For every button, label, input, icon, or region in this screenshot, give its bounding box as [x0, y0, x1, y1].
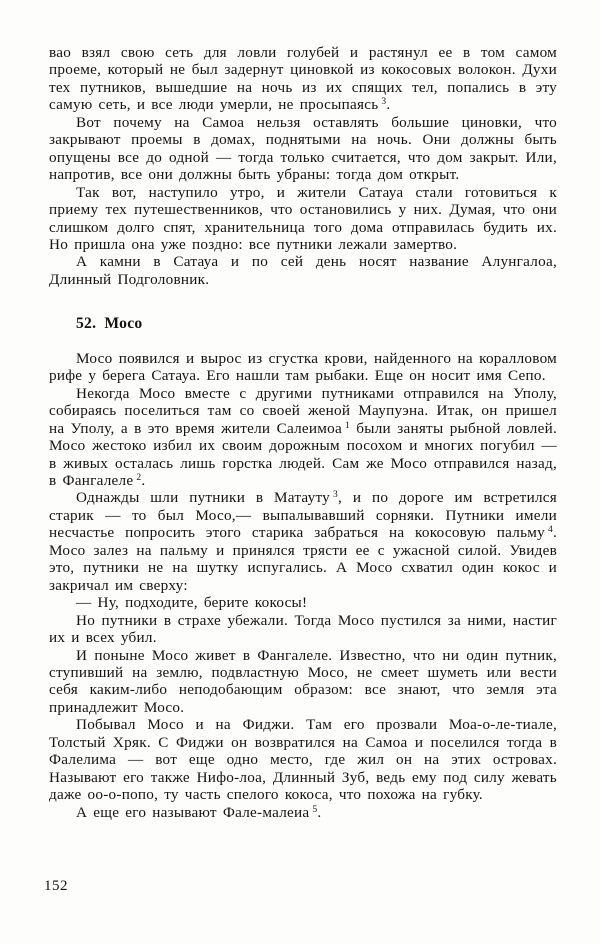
paragraph: Вот почему на Самоа нельзя оставлять большие циновки, что закрывают проемы в домах, поднятыми на ночь. Они должны быть опущены все до одной — тогда только считается, что дом закрыт. Или, напротив, все они должны быть убраны: тогда дом открыт.: [49, 113, 557, 184]
paragraph: Однажды шли путники в Матауту $^3$, и по дороге им встретился старик — то был Мосо,— выпалывавший сорняки. Путники имели несчастье попросить этого старика забраться на кокосовую пальму $^4$. Мосо залез на пальму и принялся трясти ее с ужасной силой. Увидев это, путники не на шутку испугались. А Мосо схватил один кокос и закричал им сверху:: [49, 489, 557, 594]
footnote-reference: 5: [312, 804, 318, 815]
footnote-reference: 2: [136, 472, 142, 483]
paragraph: И поныне Мосо живет в Фангалеле. Известно, что ни один путник, ступивший на землю, подвластную Мосо, не смеет шуметь или вести себя каким-либо неподобающим образом: все знают, что земля эта принадлежит Мосо.: [49, 646, 557, 716]
paragraph: А камни в Сатауа и по сей день носят название Алунгалоа, Длинный Подголовник.: [49, 253, 557, 288]
page-number: 152: [44, 878, 68, 894]
paragraph: Некогда Мосо вместе с другими путниками отправился на Уполу, собираясь поселиться там со своей женой Маупуэна. Итак, он пришел на Уполу, а в это время жители Салеимоа $^1$ были заняты рыбной ловлей. Мосо жестоко избил их своим дорожным посохом и многих погубил — в живых осталась лишь горстка людей. Сам же Мосо отправился назад, в Фангалеле $^2$.: [49, 384, 557, 489]
page-text: [49, 44, 557, 821]
paragraph: вао взял свою сеть для ловли голубей и растянул ее в том самом проеме, который не был задернут циновкой из кокосовых волокон. Духи тех путников, вышедшие на ночь из их спящих тел, попались в эту самую сеть, и все люди умерли, не просыпаясь $^3$.: [49, 44, 557, 114]
footnote-reference: 3: [333, 490, 339, 501]
paragraph: Мосо появился и вырос из сгустка крови, найденного на коралловом рифе у берега Сатауа. Его нашли там рыбаки. Еще он носит имя Сепо.: [49, 349, 557, 385]
footnote-reference: 4: [547, 525, 553, 536]
section-heading: 52. Мосо: [76, 315, 143, 333]
paragraph: Побывал Мосо и на Фиджи. Там его прозвали Моа-о-ле-тиале, Толстый Хряк. С Фиджи он возвратился на Самоа и поселился тогда в Фалелима — вот еще одно место, где жил он на этих островах. Называют его также Нифо-лоа, Длинный Зуб, ведь ему под силу жевать даже оо-о-попо, ту часть спелого кокоса, что похожа на губку.: [49, 716, 557, 804]
footnote-reference: 1: [344, 420, 350, 431]
paragraph: Но путники в страхе убежали. Тогда Мосо пустился за ними, настиг их и всех убил.: [49, 611, 557, 647]
paragraph: А еще его называют Фале-малеиа $^5$.: [76, 803, 322, 821]
paragraph: Так вот, наступило утро, и жители Сатауа стали готовиться к приему тех путешественников, что остановились у них. Думая, что они слишком долго спят, хранительница того дома отправилась будить их. Но пришла она уже поздно: все путники лежали замертво.: [49, 183, 557, 253]
dialogue-line: — Ну, подходите, берите кокосы!: [76, 594, 308, 612]
footnote-reference: 3: [381, 97, 387, 108]
